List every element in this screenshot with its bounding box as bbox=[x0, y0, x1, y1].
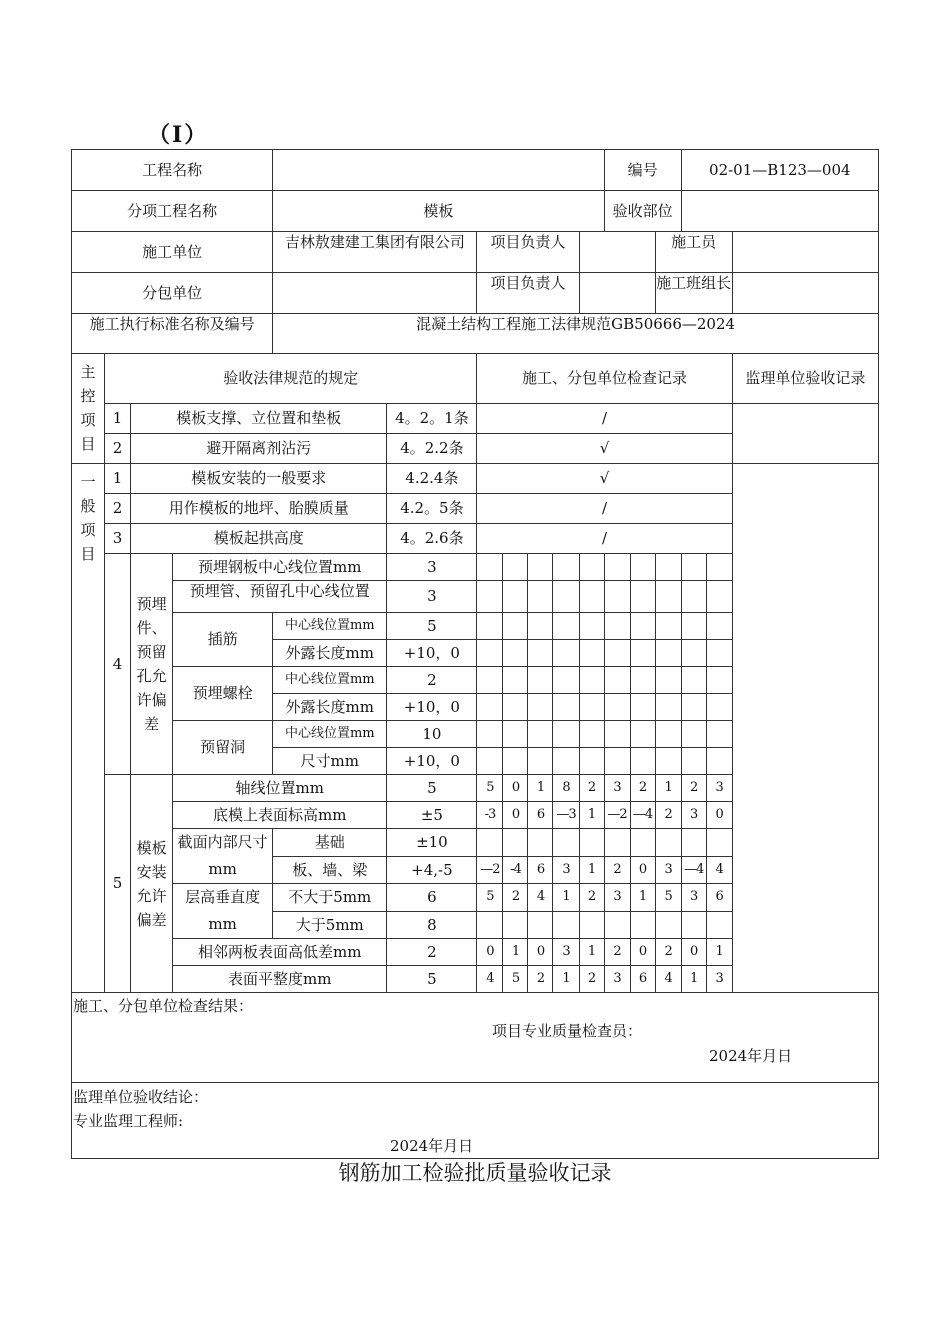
check-result-label: 施工、分包单位检查结果： bbox=[73, 997, 254, 1015]
measure-cell[interactable] bbox=[655, 694, 681, 721]
measure-cell[interactable] bbox=[681, 613, 706, 640]
form-row bbox=[72, 232, 879, 273]
measure-cell[interactable] bbox=[706, 581, 732, 613]
measure-value: 0 bbox=[630, 856, 655, 884]
measure-value: 1 bbox=[503, 939, 528, 966]
item-name: 模板安装的一般要求 bbox=[131, 464, 387, 494]
measure-value: 2 bbox=[579, 966, 604, 993]
measure-value: 1 bbox=[553, 884, 579, 912]
item5-tolerance: 6 bbox=[387, 884, 477, 912]
measure-value: 6 bbox=[528, 802, 553, 829]
item5-tolerance: +4,-5 bbox=[387, 856, 477, 884]
item5-tolerance: 2 bbox=[387, 939, 477, 966]
measure-cell[interactable] bbox=[681, 554, 706, 581]
measure-value: 1 bbox=[579, 856, 604, 884]
measure-cell[interactable] bbox=[579, 721, 604, 748]
measure-value: 0 bbox=[630, 939, 655, 966]
item4-group: 预埋件、预留孔允许偏差 bbox=[131, 554, 173, 775]
measure-value bbox=[604, 911, 630, 939]
measure-value: 1 bbox=[553, 966, 579, 993]
measure-value: 2 bbox=[579, 884, 604, 912]
worker-value[interactable] bbox=[732, 232, 878, 273]
item-no: 2 bbox=[105, 434, 131, 464]
measure-cell[interactable] bbox=[503, 554, 528, 581]
check-record-header: 施工、分包单位检查记录 bbox=[477, 354, 732, 404]
item-clause: 4。2.2条 bbox=[387, 434, 477, 464]
measure-value bbox=[579, 911, 604, 939]
project-lead-label: 项目负责人 bbox=[477, 232, 579, 273]
measure-value bbox=[706, 829, 732, 857]
measure-value bbox=[503, 911, 528, 939]
measure-cell[interactable] bbox=[604, 694, 630, 721]
supervisor-engineer-label: 专业监理工程师: bbox=[73, 1112, 184, 1130]
measure-cell[interactable] bbox=[477, 581, 503, 613]
measure-cell[interactable] bbox=[477, 667, 503, 694]
acceptance-part-label: 验收部位 bbox=[604, 191, 681, 232]
item-no: 2 bbox=[105, 494, 131, 524]
item-clause: 4.2.4条 bbox=[387, 464, 477, 494]
measure-cell[interactable] bbox=[630, 581, 655, 613]
item5-name: 轴线位置mm bbox=[173, 775, 387, 802]
measure-cell[interactable] bbox=[553, 613, 579, 640]
measure-value bbox=[655, 829, 681, 857]
number-value: 02-01—B123—004 bbox=[681, 150, 878, 191]
subcontractor-value[interactable] bbox=[273, 273, 477, 314]
measure-value bbox=[630, 829, 655, 857]
measure-cell[interactable] bbox=[630, 748, 655, 775]
measure-value: 2 bbox=[503, 884, 528, 912]
item-record: / bbox=[477, 404, 732, 434]
item4-name: 预埋钢板中心线位置mm bbox=[173, 554, 387, 581]
item4-tolerance: 3 bbox=[387, 581, 477, 613]
measure-value bbox=[503, 829, 528, 857]
measure-cell[interactable] bbox=[630, 640, 655, 667]
measure-value: 8 bbox=[553, 775, 579, 802]
measure-value: —4 bbox=[681, 856, 706, 884]
measure-cell[interactable] bbox=[604, 640, 630, 667]
item5-tolerance: ±5 bbox=[387, 802, 477, 829]
measure-value: -4 bbox=[503, 856, 528, 884]
item4-tolerance: 3 bbox=[387, 554, 477, 581]
measure-value: 0 bbox=[706, 802, 732, 829]
item-record: / bbox=[477, 524, 732, 554]
measure-cell[interactable] bbox=[655, 721, 681, 748]
measure-cell[interactable] bbox=[528, 721, 553, 748]
contractor-value: 吉林敖建建工集团有限公司 bbox=[273, 232, 477, 273]
measure-cell[interactable] bbox=[477, 613, 503, 640]
measure-cell[interactable] bbox=[681, 667, 706, 694]
item4-tolerance: +10，0 bbox=[387, 748, 477, 775]
item5-tolerance: 5 bbox=[387, 775, 477, 802]
item5-tolerance: 5 bbox=[387, 966, 477, 993]
measure-value: 3 bbox=[655, 856, 681, 884]
measure-value bbox=[528, 829, 553, 857]
item5-name: 板、墙、梁 bbox=[273, 856, 387, 884]
item-name: 模板支撑、立位置和垫板 bbox=[131, 404, 387, 434]
measure-cell[interactable] bbox=[477, 721, 503, 748]
measure-cell[interactable] bbox=[528, 581, 553, 613]
measure-cell[interactable] bbox=[528, 613, 553, 640]
item4-tolerance: 10 bbox=[387, 721, 477, 748]
form-row bbox=[72, 150, 879, 191]
measure-cell[interactable] bbox=[553, 554, 579, 581]
item4-tolerance: 5 bbox=[387, 613, 477, 640]
measure-value: -3 bbox=[477, 802, 503, 829]
check-result-block bbox=[72, 993, 879, 1083]
measure-cell[interactable] bbox=[706, 554, 732, 581]
supervisor-record-general[interactable] bbox=[732, 464, 878, 993]
subitem-label: 分项工程名称 bbox=[72, 191, 273, 232]
measure-value: 5 bbox=[477, 884, 503, 912]
measure-cell[interactable] bbox=[630, 613, 655, 640]
measure-cell[interactable] bbox=[604, 554, 630, 581]
measure-value: 2 bbox=[681, 775, 706, 802]
project-name-label: 工程名称 bbox=[72, 150, 273, 191]
measure-cell[interactable] bbox=[553, 581, 579, 613]
item4-name: 预埋管、预留孔中心线位置 bbox=[173, 581, 387, 613]
measure-cell[interactable] bbox=[528, 640, 553, 667]
item5-name: 相邻两板表面高低差mm bbox=[173, 939, 387, 966]
measure-value bbox=[655, 911, 681, 939]
measure-value: 1 bbox=[655, 775, 681, 802]
measure-value: 5 bbox=[655, 884, 681, 912]
measure-value bbox=[477, 911, 503, 939]
item-record: √ bbox=[477, 464, 732, 494]
measure-cell[interactable] bbox=[579, 581, 604, 613]
measure-cell[interactable] bbox=[706, 640, 732, 667]
measure-cell[interactable] bbox=[579, 613, 604, 640]
heading-mark: （Ⅰ） bbox=[148, 122, 209, 148]
measure-cell[interactable] bbox=[655, 640, 681, 667]
measure-cell[interactable] bbox=[706, 721, 732, 748]
measure-value: 4 bbox=[477, 966, 503, 993]
item-no: 1 bbox=[105, 404, 131, 434]
measure-value: 1 bbox=[579, 939, 604, 966]
item5-sub: 截面内部尺寸mm bbox=[173, 829, 273, 884]
measure-cell[interactable] bbox=[604, 748, 630, 775]
measure-value bbox=[477, 829, 503, 857]
measure-cell[interactable] bbox=[503, 694, 528, 721]
number-label: 编号 bbox=[604, 150, 681, 191]
team-lead-value[interactable] bbox=[732, 273, 878, 314]
measure-cell[interactable] bbox=[503, 640, 528, 667]
measure-value: 2 bbox=[579, 775, 604, 802]
measure-value bbox=[553, 829, 579, 857]
team-lead-label: 施工班组长 bbox=[655, 273, 732, 314]
measure-cell[interactable] bbox=[681, 581, 706, 613]
measure-cell[interactable] bbox=[503, 667, 528, 694]
measure-value: 3 bbox=[706, 775, 732, 802]
measure-cell[interactable] bbox=[528, 748, 553, 775]
measure-cell[interactable] bbox=[655, 581, 681, 613]
supervisor-conclusion-block bbox=[72, 1083, 879, 1159]
measure-value: 2 bbox=[604, 856, 630, 884]
general-items-label bbox=[72, 464, 105, 993]
measure-cell[interactable] bbox=[655, 613, 681, 640]
measure-cell[interactable] bbox=[706, 667, 732, 694]
form-row bbox=[72, 191, 879, 232]
measure-cell[interactable] bbox=[604, 667, 630, 694]
contractor-label: 施工单位 bbox=[72, 232, 273, 273]
item4-name: 中心线位置mm bbox=[273, 667, 387, 694]
measure-cell[interactable] bbox=[528, 667, 553, 694]
project-name-value[interactable] bbox=[273, 150, 604, 191]
item5-name: 底模上表面标高mm bbox=[173, 802, 387, 829]
measure-cell[interactable] bbox=[477, 694, 503, 721]
spec-header: 验收法律规范的规定 bbox=[105, 354, 477, 404]
measure-cell[interactable] bbox=[681, 721, 706, 748]
measure-value bbox=[604, 829, 630, 857]
general-items-label-text: 一般项目 bbox=[80, 473, 96, 563]
measure-cell[interactable] bbox=[681, 640, 706, 667]
measure-value: 0 bbox=[503, 802, 528, 829]
inspector-label: 项目专业质量检查员： bbox=[492, 1022, 643, 1040]
item-name: 避开隔离剂沾污 bbox=[131, 434, 387, 464]
project-lead-label-2: 项目负责人 bbox=[477, 273, 579, 314]
measure-cell[interactable] bbox=[579, 667, 604, 694]
measure-cell[interactable] bbox=[655, 667, 681, 694]
measure-value bbox=[681, 911, 706, 939]
form-row bbox=[72, 404, 879, 434]
form-row bbox=[72, 273, 879, 314]
form-row bbox=[72, 354, 879, 404]
item5-name: 大于5mm bbox=[273, 911, 387, 939]
measure-cell[interactable] bbox=[477, 748, 503, 775]
measure-value bbox=[630, 911, 655, 939]
measure-cell[interactable] bbox=[579, 694, 604, 721]
measure-value: 3 bbox=[681, 884, 706, 912]
acceptance-part-value[interactable] bbox=[681, 191, 878, 232]
standard-label: 施工执行标准名称及编号 bbox=[72, 314, 273, 354]
measure-cell[interactable] bbox=[681, 694, 706, 721]
measure-value: 1 bbox=[706, 939, 732, 966]
supervisor-record-header: 监理单位验收记录 bbox=[732, 354, 878, 404]
measure-value: 1 bbox=[579, 802, 604, 829]
measure-cell[interactable] bbox=[553, 640, 579, 667]
measure-value: 3 bbox=[553, 939, 579, 966]
measure-cell[interactable] bbox=[681, 748, 706, 775]
measure-value: 3 bbox=[604, 775, 630, 802]
subcontractor-label: 分包单位 bbox=[72, 273, 273, 314]
item-clause: 4.2。5条 bbox=[387, 494, 477, 524]
standard-value: 混凝土结构工程施工法律规范GB50666—2024 bbox=[273, 314, 879, 354]
measure-cell[interactable] bbox=[604, 613, 630, 640]
item-clause: 4。2.6条 bbox=[387, 524, 477, 554]
item-no: 3 bbox=[105, 524, 131, 554]
next-section-caption: 钢筋加工检验批质量验收记录 bbox=[338, 1161, 612, 1185]
measure-value: 5 bbox=[503, 966, 528, 993]
measure-value: 0 bbox=[681, 939, 706, 966]
measure-value: 6 bbox=[706, 884, 732, 912]
main-control-label-text: 主控项目 bbox=[80, 363, 96, 453]
acceptance-form bbox=[71, 149, 879, 1159]
item5-name: 不大于5mm bbox=[273, 884, 387, 912]
item4-name: 外露长度mm bbox=[273, 640, 387, 667]
measure-value bbox=[579, 829, 604, 857]
measure-value: —3 bbox=[553, 802, 579, 829]
worker-label: 施工员 bbox=[655, 232, 732, 273]
item4-name: 中心线位置mm bbox=[273, 721, 387, 748]
measure-value: 4 bbox=[528, 884, 553, 912]
item4-no: 4 bbox=[105, 554, 131, 775]
measure-value: 4 bbox=[655, 966, 681, 993]
measure-cell[interactable] bbox=[630, 554, 655, 581]
subitem-value: 模板 bbox=[273, 191, 604, 232]
item5-name: 基础 bbox=[273, 829, 387, 857]
main-control-label bbox=[72, 354, 105, 464]
measure-cell[interactable] bbox=[503, 581, 528, 613]
item5-tolerance: ±10 bbox=[387, 829, 477, 857]
measure-cell[interactable] bbox=[630, 694, 655, 721]
item-no: 1 bbox=[105, 464, 131, 494]
measure-cell[interactable] bbox=[706, 748, 732, 775]
measure-cell[interactable] bbox=[706, 613, 732, 640]
measure-cell[interactable] bbox=[528, 694, 553, 721]
form-row bbox=[72, 464, 879, 494]
measure-value: —2 bbox=[604, 802, 630, 829]
measure-value: 6 bbox=[528, 856, 553, 884]
form-row bbox=[72, 1083, 879, 1159]
measure-value: 0 bbox=[528, 939, 553, 966]
item4-sub: 预埋螺栓 bbox=[173, 667, 273, 721]
measure-value: 0 bbox=[477, 939, 503, 966]
measure-value: —2 bbox=[477, 856, 503, 884]
item4-tolerance: +10，0 bbox=[387, 640, 477, 667]
measure-value: 6 bbox=[630, 966, 655, 993]
measure-value: 3 bbox=[681, 802, 706, 829]
item4-tolerance: +10，0 bbox=[387, 694, 477, 721]
supervisor-record-main[interactable] bbox=[732, 404, 878, 464]
measure-value: 5 bbox=[477, 775, 503, 802]
item4-name: 中心线位置mm bbox=[273, 613, 387, 640]
measure-value: 0 bbox=[503, 775, 528, 802]
item-record: / bbox=[477, 494, 732, 524]
measure-value: —4 bbox=[630, 802, 655, 829]
measure-value bbox=[681, 829, 706, 857]
measure-value: 2 bbox=[604, 939, 630, 966]
item4-name: 外露长度mm bbox=[273, 694, 387, 721]
project-lead-value-2[interactable] bbox=[579, 273, 655, 314]
measure-value: 3 bbox=[604, 966, 630, 993]
measure-cell[interactable] bbox=[630, 667, 655, 694]
measure-cell[interactable] bbox=[503, 748, 528, 775]
measure-cell[interactable] bbox=[579, 748, 604, 775]
measure-cell[interactable] bbox=[553, 748, 579, 775]
measure-value: 2 bbox=[655, 939, 681, 966]
form-row bbox=[72, 314, 879, 354]
inspection-date: 2024年月日 bbox=[709, 1047, 793, 1065]
measure-value: 2 bbox=[630, 775, 655, 802]
measure-value: 1 bbox=[681, 966, 706, 993]
measure-cell[interactable] bbox=[503, 721, 528, 748]
item5-sub: 层高垂直度mm bbox=[173, 884, 273, 939]
item5-no: 5 bbox=[105, 775, 131, 993]
measure-value: 4 bbox=[706, 856, 732, 884]
item4-tolerance: 2 bbox=[387, 667, 477, 694]
item5-name: 表面平整度mm bbox=[173, 966, 387, 993]
item-name: 模板起拱高度 bbox=[131, 524, 387, 554]
measure-cell[interactable] bbox=[604, 581, 630, 613]
measure-value: 1 bbox=[630, 884, 655, 912]
measure-value bbox=[706, 911, 732, 939]
measure-cell[interactable] bbox=[706, 694, 732, 721]
supervisor-date: 2024年月日 bbox=[390, 1137, 474, 1155]
item4-sub: 插筋 bbox=[173, 613, 273, 667]
measure-cell[interactable] bbox=[579, 554, 604, 581]
measure-value bbox=[553, 911, 579, 939]
measure-cell[interactable] bbox=[655, 554, 681, 581]
measure-cell[interactable] bbox=[477, 640, 503, 667]
measure-value: 2 bbox=[655, 802, 681, 829]
measure-cell[interactable] bbox=[579, 640, 604, 667]
measure-cell[interactable] bbox=[477, 554, 503, 581]
measure-cell[interactable] bbox=[630, 721, 655, 748]
measure-value: 3 bbox=[553, 856, 579, 884]
measure-value: 3 bbox=[706, 966, 732, 993]
measure-cell[interactable] bbox=[655, 748, 681, 775]
measure-cell[interactable] bbox=[553, 694, 579, 721]
item4-name: 尺寸mm bbox=[273, 748, 387, 775]
measure-value: 1 bbox=[528, 775, 553, 802]
measure-value: 3 bbox=[604, 884, 630, 912]
form-row bbox=[72, 993, 879, 1083]
item5-group: 模板安装允许偏差 bbox=[131, 775, 173, 993]
measure-cell[interactable] bbox=[503, 613, 528, 640]
item5-tolerance: 8 bbox=[387, 911, 477, 939]
item-record: √ bbox=[477, 434, 732, 464]
measure-value bbox=[528, 911, 553, 939]
item4-sub: 预留洞 bbox=[173, 721, 273, 775]
item-name: 用作模板的地坪、胎膜质量 bbox=[131, 494, 387, 524]
measure-cell[interactable] bbox=[553, 721, 579, 748]
measure-cell[interactable] bbox=[553, 667, 579, 694]
project-lead-value[interactable] bbox=[579, 232, 655, 273]
item-clause: 4。2。1条 bbox=[387, 404, 477, 434]
supervisor-conclusion-label: 监理单位验收结论： bbox=[73, 1088, 209, 1106]
measure-value: 2 bbox=[528, 966, 553, 993]
measure-cell[interactable] bbox=[604, 721, 630, 748]
measure-cell[interactable] bbox=[528, 554, 553, 581]
